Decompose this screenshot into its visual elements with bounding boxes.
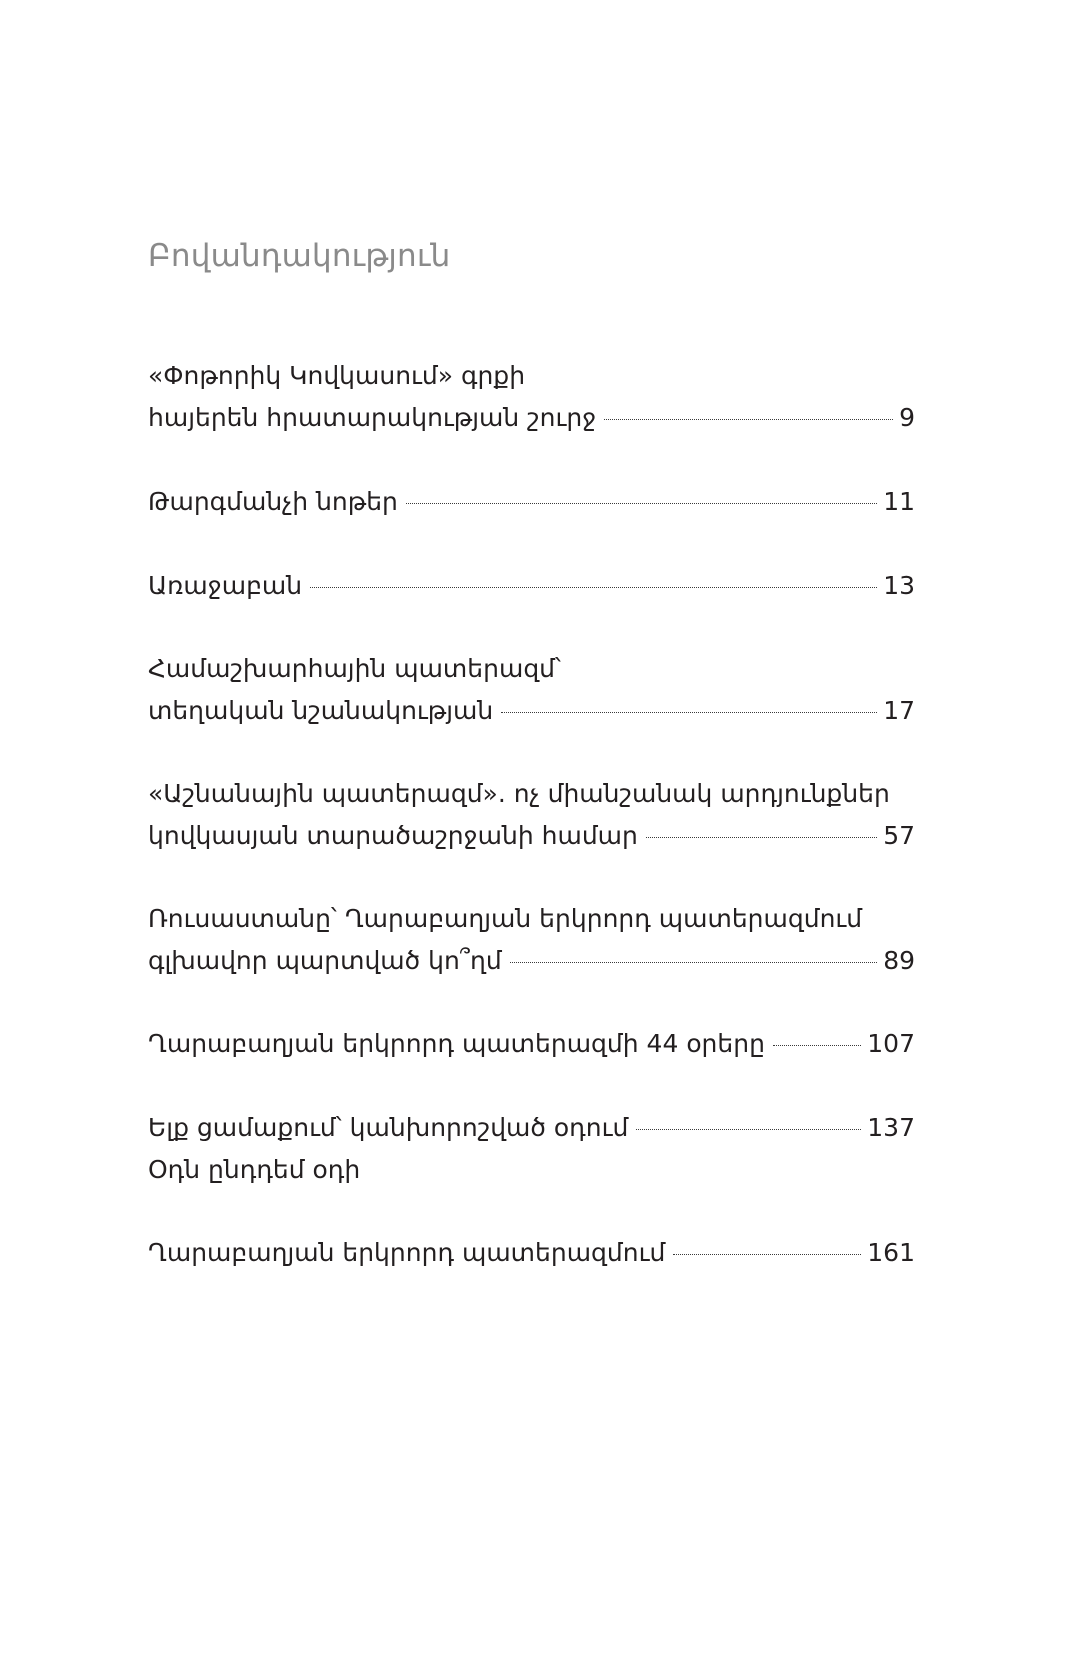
toc-entry-page-number: 11 <box>883 487 915 516</box>
toc-entry-page-number: 107 <box>867 1029 915 1058</box>
dot-leader <box>310 587 877 588</box>
toc-entry-page-number: 161 <box>867 1238 915 1267</box>
toc-entry-page-number: 17 <box>883 696 915 725</box>
toc-entry-line <box>148 648 915 690</box>
toc-entry-line <box>148 690 915 732</box>
toc-entry-page-number: 9 <box>899 403 915 432</box>
dot-leader <box>773 1045 861 1046</box>
toc-entry-title: կովկասյան տարածաշրջանի համար <box>148 821 638 850</box>
toc-entry-title: «Աշնանային պատերազմ». ոչ միանշանակ արդյունքներ <box>148 779 890 808</box>
toc-entry-page-number: 137 <box>867 1113 915 1142</box>
toc-entry[interactable] <box>148 1023 915 1065</box>
toc-entry[interactable] <box>148 898 915 982</box>
toc-entry[interactable] <box>148 1232 915 1274</box>
toc-entry-title: հայերեն հրատարակության շուրջ <box>148 403 597 432</box>
toc-entry-line <box>148 397 915 439</box>
toc-entry-line <box>148 1149 915 1191</box>
page-title: Բովանդակություն <box>148 238 451 274</box>
toc-entry-line <box>148 773 915 815</box>
toc-entry-page-number: 13 <box>883 571 915 600</box>
toc-entry-line <box>148 1023 915 1065</box>
toc-entry-line <box>148 565 915 607</box>
toc-entry-title: տեղական նշանակության <box>148 696 494 725</box>
toc-entry-title: Առաջաբան <box>148 571 303 600</box>
toc-entry[interactable] <box>148 1107 915 1191</box>
dot-leader <box>501 712 877 713</box>
toc-entry[interactable] <box>148 773 915 857</box>
toc-entry-title: գլխավոր պարտված կո՞ղմ <box>148 946 502 975</box>
toc-entry-title: Օդն ընդդեմ օդի <box>148 1155 361 1184</box>
dot-leader <box>406 503 877 504</box>
toc-entry-page-number: 89 <box>883 946 915 975</box>
toc-entry-title: Ղարաբաղյան երկրորդ պատերազմի 44 օրերը <box>148 1029 765 1058</box>
toc-entry-title: Թարգմանչի նոթեր <box>148 487 398 516</box>
toc-entry-title: Ղարաբաղյան երկրորդ պատերազմում <box>148 1238 666 1267</box>
toc-entry[interactable] <box>148 565 915 607</box>
toc-entry-line <box>148 355 915 397</box>
toc-entry-line <box>148 1107 915 1149</box>
toc-entry-line <box>148 898 915 940</box>
toc-entry-title: «Փոթորիկ Կովկասում» գրքի <box>148 361 526 390</box>
toc-entry[interactable] <box>148 481 915 523</box>
toc-entry-title: Ելք ցամաքում՝ կանխորոշված օդում <box>148 1113 629 1142</box>
dot-leader <box>636 1129 861 1130</box>
toc-entry-title: Համաշխարհային պատերազմ՝ <box>148 654 561 683</box>
toc-entry-line <box>148 940 915 982</box>
dot-leader <box>510 962 878 963</box>
toc-entry[interactable] <box>148 648 915 732</box>
dot-leader <box>673 1254 861 1255</box>
dot-leader <box>604 419 893 420</box>
dot-leader <box>646 837 877 838</box>
toc-entry-line <box>148 1232 915 1274</box>
toc-entry-title: Ռուսաստանը՝ Ղարաբաղյան երկրորդ պատերազմում <box>148 904 863 933</box>
toc-entry-line <box>148 815 915 857</box>
toc-entry[interactable] <box>148 355 915 439</box>
toc-entry-line <box>148 481 915 523</box>
toc-entry-page-number: 57 <box>883 821 915 850</box>
